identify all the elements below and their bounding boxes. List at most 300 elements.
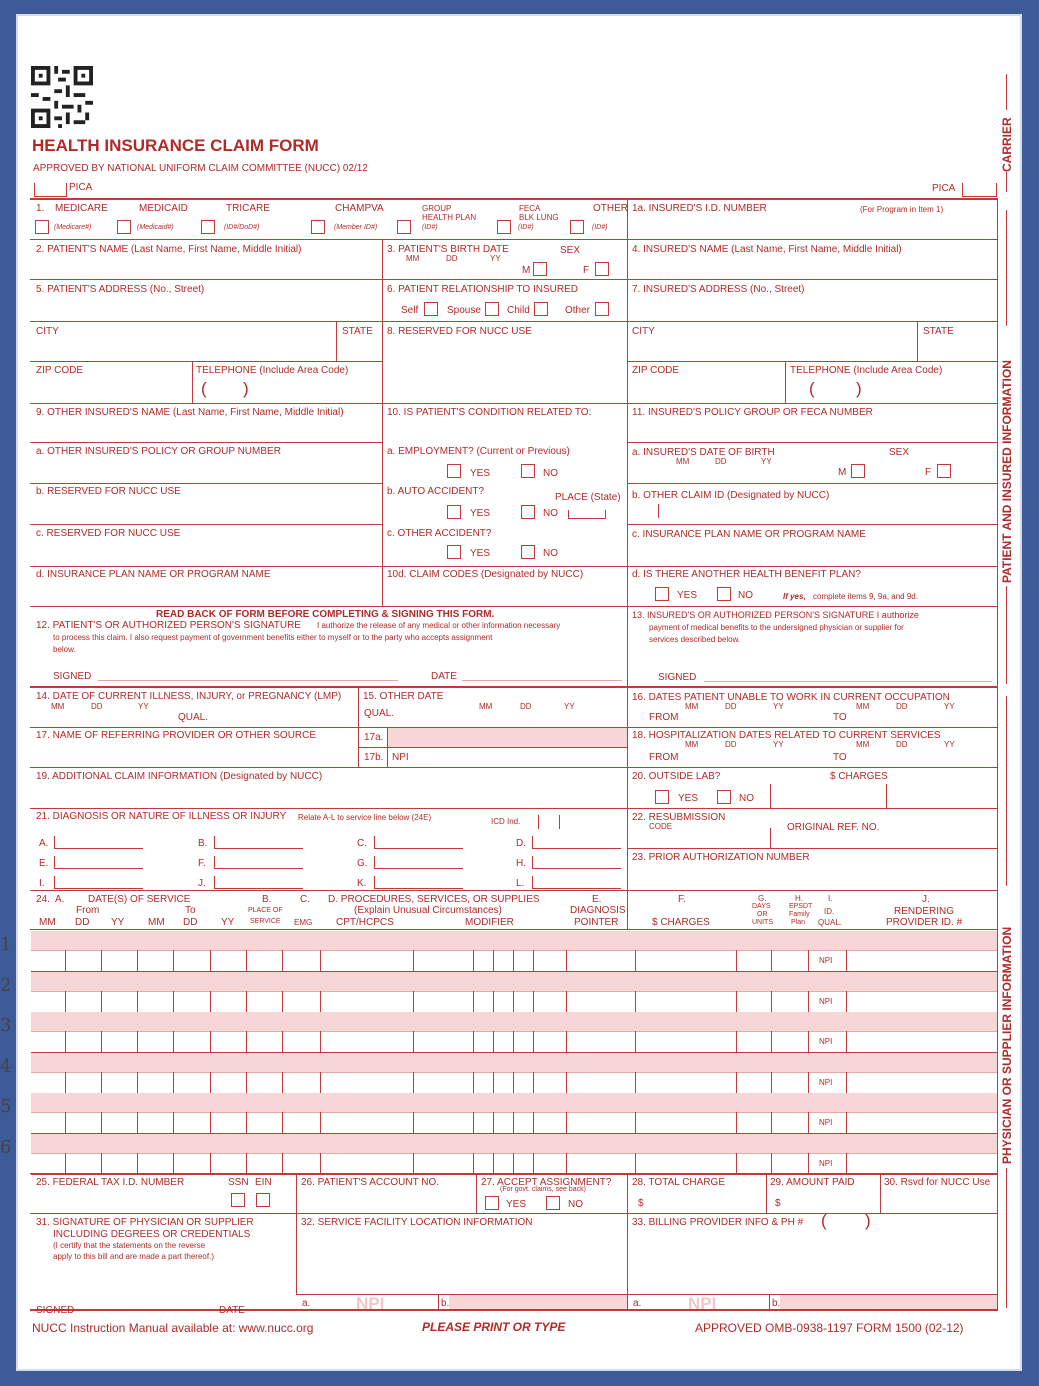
rule-r4a	[30, 361, 383, 362]
service-line-1-col-15	[736, 950, 737, 971]
box24-or: OR	[757, 911, 768, 918]
box11a-m: M	[838, 467, 847, 478]
patient-insured-label: PATIENT AND INSURED INFORMATION	[1000, 360, 1014, 583]
box14-mm: MM	[51, 702, 65, 711]
relationship-self-checkbox[interactable]	[424, 302, 438, 316]
box24-dd-to: DD	[183, 917, 198, 928]
service-line-1-supplemental[interactable]	[31, 931, 997, 950]
box11b-tick	[658, 504, 659, 518]
service-line-2-col-16	[771, 991, 772, 1012]
ssn-checkbox[interactable]	[231, 1193, 245, 1207]
box24-to: To	[185, 905, 196, 916]
service-line-3-col-1	[101, 1031, 102, 1052]
diagnosis-field-b[interactable]	[214, 836, 303, 849]
box18-yy-from: YY	[773, 740, 784, 749]
service-line-5-col-9	[473, 1112, 474, 1133]
box13-line3: services described below.	[649, 635, 741, 644]
service-line-4-col-1	[101, 1072, 102, 1093]
tricare-id-label: (ID#/DoD#)	[224, 224, 260, 231]
box18-yy-to: YY	[944, 740, 955, 749]
box9b-label: b. RESERVED FOR NUCC USE	[36, 486, 181, 497]
box1a-label: 1a. INSURED'S I.D. NUMBER	[632, 203, 767, 214]
service-line-1-col-18	[846, 950, 847, 971]
service-line-1-col-3	[173, 950, 174, 971]
service-line-4-supplemental[interactable]	[31, 1053, 997, 1072]
patient-sex-m-checkbox[interactable]	[533, 262, 547, 276]
service-line-6-col-15	[736, 1153, 737, 1174]
service-line-5-col-17	[808, 1112, 809, 1133]
tricare-label: TRICARE	[226, 203, 270, 214]
medicare-checkbox[interactable]	[35, 220, 49, 234]
employment-yes-label: YES	[470, 468, 491, 479]
box33b-field[interactable]	[780, 1295, 997, 1309]
other-plan-yes-checkbox[interactable]	[655, 587, 669, 601]
divider-zip-tel-l	[192, 361, 193, 403]
service-line-3-col-8	[413, 1031, 414, 1052]
box24-days: DAYS	[752, 903, 771, 910]
relationship-other-checkbox[interactable]	[595, 302, 609, 316]
divider-city-state-l	[336, 321, 337, 361]
accept-assignment-yes-checkbox[interactable]	[485, 1196, 499, 1210]
other-id-label: (ID#)	[592, 224, 608, 231]
box26-label: 26. PATIENT'S ACCOUNT NO.	[301, 1177, 440, 1188]
rule-r14	[30, 808, 998, 809]
service-line-3-col-9	[473, 1031, 474, 1052]
auto-accident-yes-checkbox[interactable]	[447, 505, 461, 519]
box3-label: 3. PATIENT'S BIRTH DATE	[387, 244, 509, 255]
box33a-label: a.	[633, 1298, 642, 1309]
service-line-6-col-4	[210, 1153, 211, 1174]
service-line-4-col-12	[533, 1072, 534, 1093]
box3-sex: SEX	[560, 245, 581, 256]
rule-r3	[30, 321, 998, 322]
box24-qual: QUAL.	[818, 918, 843, 927]
service-line-5-col-6	[282, 1112, 283, 1133]
service-line-2-npi: NPI	[819, 996, 833, 1006]
other-plan-no-label: NO	[738, 590, 753, 601]
divider-32a-32b	[438, 1294, 439, 1309]
pica-right-label: PICA	[932, 183, 956, 194]
service-line-4-col-2	[137, 1072, 138, 1093]
service-line-2-supplemental[interactable]	[31, 972, 997, 991]
service-line-3-col-4	[210, 1031, 211, 1052]
pica-left-boxes[interactable]	[34, 183, 67, 197]
box20-label: 20. OUTSIDE LAB?	[632, 771, 721, 782]
accept-assignment-no-checkbox[interactable]	[546, 1196, 560, 1210]
diagnosis-letter-d: D.	[516, 838, 526, 849]
employment-no-checkbox[interactable]	[521, 464, 535, 478]
service-line-4-col-16	[771, 1072, 772, 1093]
box9a-label: a. OTHER INSURED'S POLICY OR GROUP NUMBER	[36, 446, 281, 457]
auto-accident-state-field[interactable]	[568, 510, 606, 519]
box24-service: SERVICE	[250, 918, 281, 925]
box24-f: F.	[678, 894, 686, 905]
service-line-1-col-2	[137, 950, 138, 971]
service-line-3-number: 3	[0, 1015, 12, 1036]
outside-lab-no-checkbox[interactable]	[717, 790, 731, 804]
rule-r26	[30, 1213, 998, 1214]
service-line-5-col-10	[493, 1112, 494, 1133]
service-line-5-col-8	[413, 1112, 414, 1133]
rule-r16	[30, 890, 998, 891]
box24-b: B.	[262, 894, 272, 905]
box12-signature-line[interactable]	[98, 680, 398, 681]
patient-phone-paren-close: )	[243, 379, 249, 398]
service-line-2-col-2	[137, 991, 138, 1012]
service-line-2-col-3	[173, 991, 174, 1012]
box11a-yy: YY	[761, 457, 772, 466]
relationship-spouse-checkbox[interactable]	[485, 302, 499, 316]
box24-charges: $ CHARGES	[652, 917, 710, 928]
patient-city-label: CITY	[36, 326, 59, 337]
box12-signed: SIGNED	[53, 671, 92, 682]
diagnosis-field-e[interactable]	[54, 856, 143, 869]
medicaid-checkbox[interactable]	[117, 220, 131, 234]
box24-j: J.	[922, 894, 930, 905]
box22-code: CODE	[649, 822, 673, 831]
qr-code-icon	[30, 66, 94, 128]
box24-from: From	[76, 905, 100, 916]
box12-line1a: 12. PATIENT'S OR AUTHORIZED PERSON'S SIGNATURE	[36, 620, 301, 631]
box24-id: ID.	[824, 907, 835, 916]
box17b-npi: NPI	[392, 752, 409, 763]
service-line-6-col-17	[808, 1153, 809, 1174]
service-line-1-col-10	[493, 950, 494, 971]
other-plan-no-checkbox[interactable]	[717, 587, 731, 601]
box12-date-line[interactable]	[462, 680, 622, 681]
divider-27-28	[627, 1173, 628, 1309]
group-id-label: (ID#)	[422, 224, 438, 231]
group-label: GROUP	[422, 204, 452, 213]
insured-phone-paren-close: )	[856, 379, 862, 398]
carrier-arrow-up	[1006, 74, 1007, 110]
box33b-label: b.	[772, 1298, 781, 1309]
service-line-3-col-3	[173, 1031, 174, 1052]
diagnosis-letter-l: L.	[516, 878, 525, 889]
diagnosis-field-f[interactable]	[214, 856, 303, 869]
box24-place-of: PLACE OF	[248, 907, 283, 914]
box32-npi-watermark: NPI	[356, 1294, 385, 1313]
box3-m: M	[522, 265, 531, 276]
approved-line: APPROVED BY NATIONAL UNIFORM CLAIM COMMITTEE (NUCC) 02/12	[33, 163, 368, 174]
divider-mid-right-2	[627, 686, 628, 930]
service-line-4-col-14	[635, 1072, 636, 1093]
box20-charges: $ CHARGES	[830, 771, 888, 782]
service-line-5-col-2	[137, 1112, 138, 1133]
auto-accident-yes-label: YES	[470, 508, 491, 519]
service-line-5-col-0	[65, 1112, 66, 1133]
service-line-5-col-7	[320, 1112, 321, 1133]
service-line-4-col-10	[493, 1072, 494, 1093]
box31-signed: SIGNED	[36, 1305, 75, 1316]
box23-label: 23. PRIOR AUTHORIZATION NUMBER	[632, 852, 810, 863]
box22-divider	[770, 828, 771, 848]
diagnosis-field-h[interactable]	[532, 856, 621, 869]
tricare-checkbox[interactable]	[201, 220, 215, 234]
champva-checkbox[interactable]	[311, 220, 325, 234]
service-line-1-col-17	[808, 950, 809, 971]
insured-sex-f-checkbox[interactable]	[937, 464, 951, 478]
other-accident-yes-label: YES	[470, 548, 491, 559]
feca-id-label: (ID#)	[518, 224, 534, 231]
box22-label: 22. RESUBMISSION	[632, 812, 726, 823]
diagnosis-letter-b: B.	[198, 838, 208, 849]
box12-line1b: I authorize the release of any medical or other information necessary	[317, 621, 561, 630]
service-line-2-col-7	[320, 991, 321, 1012]
box24-modifier: MODIFIER	[465, 917, 514, 928]
insured-state-label: STATE	[923, 326, 954, 337]
insured-phone-paren-open: (	[809, 379, 815, 398]
box16-dd-from: DD	[725, 702, 737, 711]
pica-right-boxes[interactable]	[962, 183, 997, 197]
box11c-label: c. INSURANCE PLAN NAME OR PROGRAM NAME	[632, 529, 866, 540]
box11d-ifyes-rest: complete items 9, 9a, and 9d.	[813, 592, 918, 601]
service-line-4-col-11	[513, 1072, 514, 1093]
feca-checkbox[interactable]	[497, 220, 511, 234]
service-line-2-col-14	[635, 991, 636, 1012]
feca-label: FECA	[519, 204, 541, 213]
icd-ind-field[interactable]	[538, 815, 560, 829]
service-line-5-col-18	[846, 1112, 847, 1133]
box24-diagnosis: DIAGNOSIS	[570, 905, 626, 916]
box6-self: Self	[401, 305, 419, 316]
box16-dd-to: DD	[896, 702, 908, 711]
service-line-1-col-9	[473, 950, 474, 971]
box15-mm: MM	[479, 702, 493, 711]
box14-label: 14. DATE OF CURRENT ILLNESS, INJURY, or PREGNANCY (LMP)	[36, 691, 342, 702]
box18-mm-from: MM	[685, 740, 699, 749]
service-line-1-col-16	[771, 950, 772, 971]
service-line-6-col-12	[533, 1153, 534, 1174]
box14-yy: YY	[138, 702, 149, 711]
box22-original-ref: ORIGINAL REF. NO.	[787, 822, 880, 833]
box11-label: 11. INSURED'S POLICY GROUP OR FECA NUMBER	[632, 407, 873, 418]
service-line-1-npi: NPI	[819, 956, 833, 965]
side-band-rule	[997, 198, 998, 1309]
auto-accident-no-checkbox[interactable]	[521, 505, 535, 519]
box24-a: A.	[55, 894, 65, 905]
other-accident-no-checkbox[interactable]	[521, 545, 535, 559]
box31-date: DATE	[219, 1305, 245, 1316]
service-line-2-col-1	[101, 991, 102, 1012]
box24-d: D. PROCEDURES, SERVICES, OR SUPPLIES	[328, 894, 540, 905]
insured-telephone-label: TELEPHONE (Include Area Code)	[790, 365, 943, 376]
service-line-4-col-5	[246, 1072, 247, 1093]
box10-label: 10. IS PATIENT'S CONDITION RELATED TO:	[387, 407, 592, 418]
service-line-1-number: 1	[0, 934, 12, 955]
box11a-f: F	[925, 467, 932, 478]
service-line-5-split	[31, 1112, 997, 1113]
service-line-6-npi: NPI	[819, 1158, 833, 1168]
rule-r5	[30, 403, 998, 404]
divider-33a-33b	[769, 1294, 770, 1309]
other-checkbox[interactable]	[570, 220, 584, 234]
footer-left: NUCC Instruction Manual available at: www.nucc.org	[32, 1321, 314, 1335]
box24-provider-id: PROVIDER ID. #	[886, 917, 963, 928]
physician-arrow-up	[1006, 696, 1007, 886]
service-line-4-col-4	[210, 1072, 211, 1093]
diagnosis-letter-i: I.	[39, 878, 45, 889]
box13-line2: payment of medical benefits to the undersigned physician or supplier for	[649, 623, 904, 632]
service-line-6-col-16	[771, 1153, 772, 1174]
box27-note: (For govt. claims, see back)	[500, 1186, 586, 1193]
rule-r8b	[627, 524, 998, 525]
diagnosis-field-i[interactable]	[54, 876, 143, 889]
box6-label: 6. PATIENT RELATIONSHIP TO INSURED	[387, 284, 578, 295]
service-line-5-npi: NPI	[819, 1118, 833, 1127]
box11a-sex: SEX	[889, 447, 910, 458]
medicaid-label: MEDICAID	[139, 203, 188, 214]
box6-spouse: Spouse	[447, 305, 481, 316]
carrier-arrow-down	[1006, 172, 1007, 192]
box9-label: 9. OTHER INSURED'S NAME (Last Name, First Name, Middle Initial)	[36, 407, 344, 418]
service-line-6-col-9	[473, 1153, 474, 1174]
box32b-field[interactable]	[449, 1295, 627, 1309]
rule-r7b	[627, 483, 998, 484]
service-line-4-npi: NPI	[819, 1077, 833, 1087]
box17-inner-divider	[387, 727, 388, 767]
diagnosis-field-d[interactable]	[532, 836, 621, 849]
ein-checkbox[interactable]	[256, 1193, 270, 1207]
outside-lab-yes-checkbox[interactable]	[655, 790, 669, 804]
diagnosis-field-a[interactable]	[54, 836, 143, 849]
box24-g: G.	[758, 894, 767, 903]
diagnosis-field-l[interactable]	[532, 876, 621, 889]
service-line-2-number: 2	[0, 974, 12, 996]
box13-signature-line[interactable]	[704, 681, 992, 682]
box14-qual: QUAL.	[178, 712, 209, 723]
service-line-6-col-0	[65, 1153, 66, 1174]
service-line-1-col-7	[320, 950, 321, 971]
rule-r4b	[627, 361, 998, 362]
box24-family: Family	[789, 911, 810, 918]
box24-e: E.	[592, 894, 602, 905]
service-line-1-col-4	[210, 950, 211, 971]
box21-icd-ind: ICD Ind.	[491, 817, 521, 826]
box8-label: 8. RESERVED FOR NUCC USE	[387, 326, 532, 337]
box2-label: 2. PATIENT'S NAME (Last Name, First Name, Middle Initial)	[36, 244, 302, 255]
box3-yy: YY	[490, 254, 501, 263]
box18-dd-from: DD	[725, 740, 737, 749]
divider-city-state-r	[917, 321, 918, 361]
box3-dd: DD	[446, 254, 458, 263]
box12-line3: below.	[53, 645, 76, 654]
insured-zip-label: ZIP CODE	[632, 365, 680, 376]
box29-label: 29. AMOUNT PAID	[770, 1177, 855, 1188]
service-line-2-col-11	[513, 991, 514, 1012]
service-line-2-col-9	[473, 991, 474, 1012]
service-line-2-col-13	[566, 991, 567, 1012]
service-line-3-col-2	[137, 1031, 138, 1052]
service-line-3-col-18	[846, 1031, 847, 1052]
service-line-6-split	[31, 1153, 997, 1154]
box13-line1: 13. INSURED'S OR AUTHORIZED PERSON'S SIGNATURE I authorize	[632, 610, 919, 620]
diagnosis-letter-c: C.	[357, 838, 367, 849]
service-line-6-rule	[31, 1174, 997, 1175]
service-line-2-col-17	[808, 991, 809, 1012]
champva-id-label: (Member ID#)	[334, 224, 378, 231]
box16-from: FROM	[649, 712, 679, 723]
box32a-label: a.	[302, 1298, 311, 1309]
service-line-6-number: 6	[0, 1136, 12, 1158]
diagnosis-letter-k: K.	[357, 878, 367, 889]
box3-f: F	[583, 265, 590, 276]
box27-label: 27. ACCEPT ASSIGNMENT?	[481, 1177, 612, 1188]
service-line-3-supplemental[interactable]	[31, 1012, 997, 1031]
service-line-6-col-2	[137, 1153, 138, 1174]
service-line-6-col-1	[101, 1153, 102, 1174]
service-line-1-col-14	[635, 950, 636, 971]
box18-label: 18. HOSPITALIZATION DATES RELATED TO CURRENT SERVICES	[632, 730, 941, 741]
box31-line1: 31. SIGNATURE OF PHYSICIAN OR SUPPLIER	[36, 1217, 254, 1228]
box15-yy: YY	[564, 702, 575, 711]
outside-lab-no-label: NO	[739, 793, 754, 804]
diagnosis-field-g[interactable]	[374, 856, 463, 869]
service-line-4-col-6	[282, 1072, 283, 1093]
service-line-6-col-8	[413, 1153, 414, 1174]
box13-signed: SIGNED	[658, 672, 697, 683]
service-line-6-col-18	[846, 1153, 847, 1174]
service-line-6-supplemental[interactable]	[31, 1134, 997, 1153]
service-line-1-col-8	[413, 950, 414, 971]
claim-form-sheet	[0, 14, 1022, 1371]
form-title: HEALTH INSURANCE CLAIM FORM	[32, 136, 319, 155]
rule-r9	[30, 566, 998, 567]
box11d-ifyes: If yes,	[783, 592, 806, 601]
relationship-child-checkbox[interactable]	[534, 302, 548, 316]
rule-r8a	[30, 524, 383, 525]
rule-r1	[30, 239, 998, 240]
employment-yes-checkbox[interactable]	[447, 464, 461, 478]
other-accident-yes-checkbox[interactable]	[447, 545, 461, 559]
rule-bottom	[30, 1309, 998, 1311]
diagnosis-letter-g: G.	[357, 858, 368, 869]
diagnosis-field-c[interactable]	[374, 836, 463, 849]
divider-28-29	[766, 1173, 767, 1213]
patient-zip-label: ZIP CODE	[36, 365, 84, 376]
box24-epsdt: EPSDT	[789, 903, 813, 910]
box31-line3: (I certify that the statements on the reverse	[53, 1241, 206, 1250]
diagnosis-field-j[interactable]	[214, 876, 303, 889]
service-line-5-col-13	[566, 1112, 567, 1133]
service-line-5-number: 5	[0, 1096, 12, 1117]
box17a-field[interactable]	[388, 728, 627, 747]
service-line-6-col-5	[246, 1153, 247, 1174]
employment-no-label: NO	[543, 468, 558, 479]
divider-mid-right	[627, 198, 628, 686]
box18-to: TO	[833, 752, 847, 763]
diagnosis-field-k[interactable]	[374, 876, 463, 889]
box15-label: 15. OTHER DATE	[363, 691, 444, 702]
service-line-1-split	[31, 950, 997, 951]
service-line-4-col-3	[173, 1072, 174, 1093]
box10d-label: 10d. CLAIM CODES (Designated by NUCC)	[387, 569, 584, 580]
diagnosis-letter-e: E.	[39, 858, 49, 869]
box24-rendering: RENDERING	[894, 906, 955, 917]
service-line-4-col-17	[808, 1072, 809, 1093]
service-line-1-col-1	[101, 950, 102, 971]
box24-dd-from: DD	[75, 917, 90, 928]
box9c-label: c. RESERVED FOR NUCC USE	[36, 528, 181, 539]
group-checkbox[interactable]	[397, 220, 411, 234]
pica-left-label: PICA	[69, 182, 93, 193]
diagnosis-letter-j: J.	[198, 878, 206, 889]
box24-emg: EMG	[294, 918, 313, 927]
insured-sex-m-checkbox[interactable]	[851, 464, 865, 478]
service-line-2-col-8	[413, 991, 414, 1012]
service-line-5-supplemental[interactable]	[31, 1093, 997, 1112]
patient-sex-f-checkbox[interactable]	[595, 262, 609, 276]
